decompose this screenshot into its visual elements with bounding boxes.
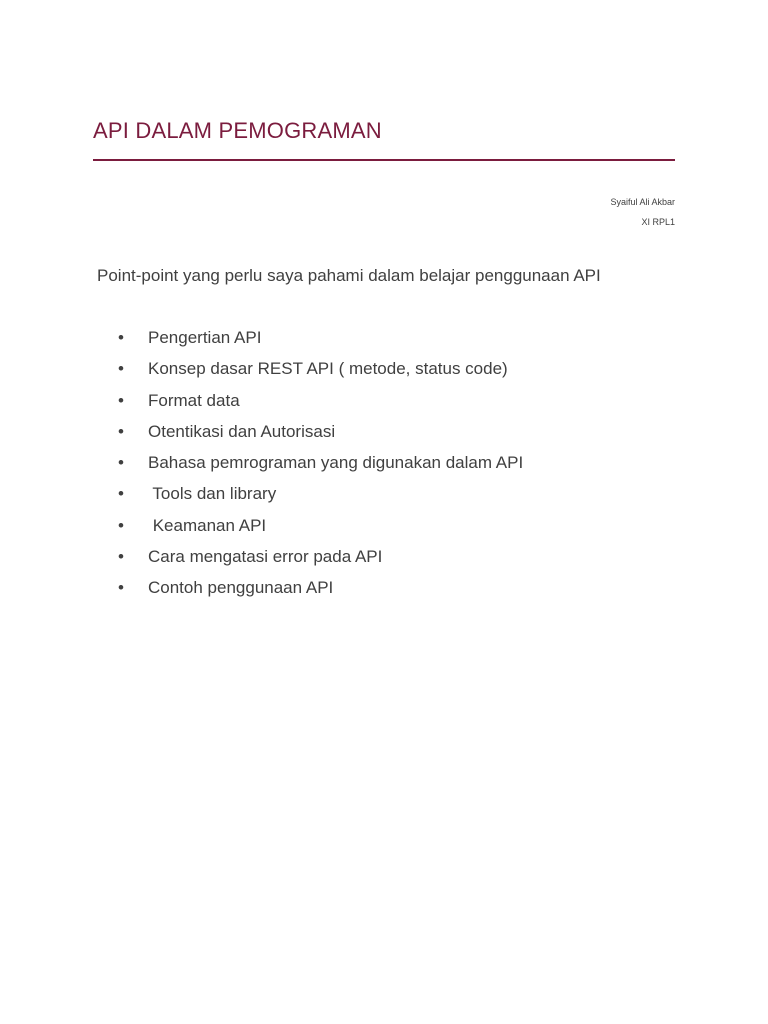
list-item-text: Pengertian API (148, 328, 262, 347)
list-item-text: Konsep dasar REST API ( metode, status code) (148, 359, 508, 379)
title-underline (93, 159, 675, 161)
list-item-text: Cara mengatasi error pada API (148, 547, 383, 567)
bullet-icon: • (118, 547, 124, 567)
bullet-icon: • (118, 515, 124, 535)
list-item-text: Format data (148, 390, 240, 410)
bullet-icon: • (118, 390, 124, 410)
intro-paragraph: Point-point yang perlu saya pahami dalam belajar penggunaan API (97, 266, 601, 285)
bullet-icon: • (118, 484, 124, 504)
bullet-icon: • (118, 421, 124, 441)
author-class: XI RPL1 (641, 217, 675, 227)
bullet-icon: • (118, 453, 124, 473)
author-name: Syaiful Ali Akbar (610, 197, 675, 207)
bullet-icon: • (118, 328, 124, 347)
bullet-icon: • (118, 359, 124, 379)
list-item-text: Keamanan API (148, 515, 267, 535)
list-item-text: Contoh penggunaan API (148, 578, 334, 598)
list-item-text: Bahasa pemrograman yang digunakan dalam API (148, 453, 524, 473)
author-block (610, 192, 675, 232)
list-item-text: Tools dan library (148, 484, 277, 504)
document-title: API DALAM PEMOGRAMAN (93, 118, 382, 143)
list-item-text: Otentikasi dan Autorisasi (148, 421, 336, 441)
bullet-icon: • (118, 578, 124, 598)
